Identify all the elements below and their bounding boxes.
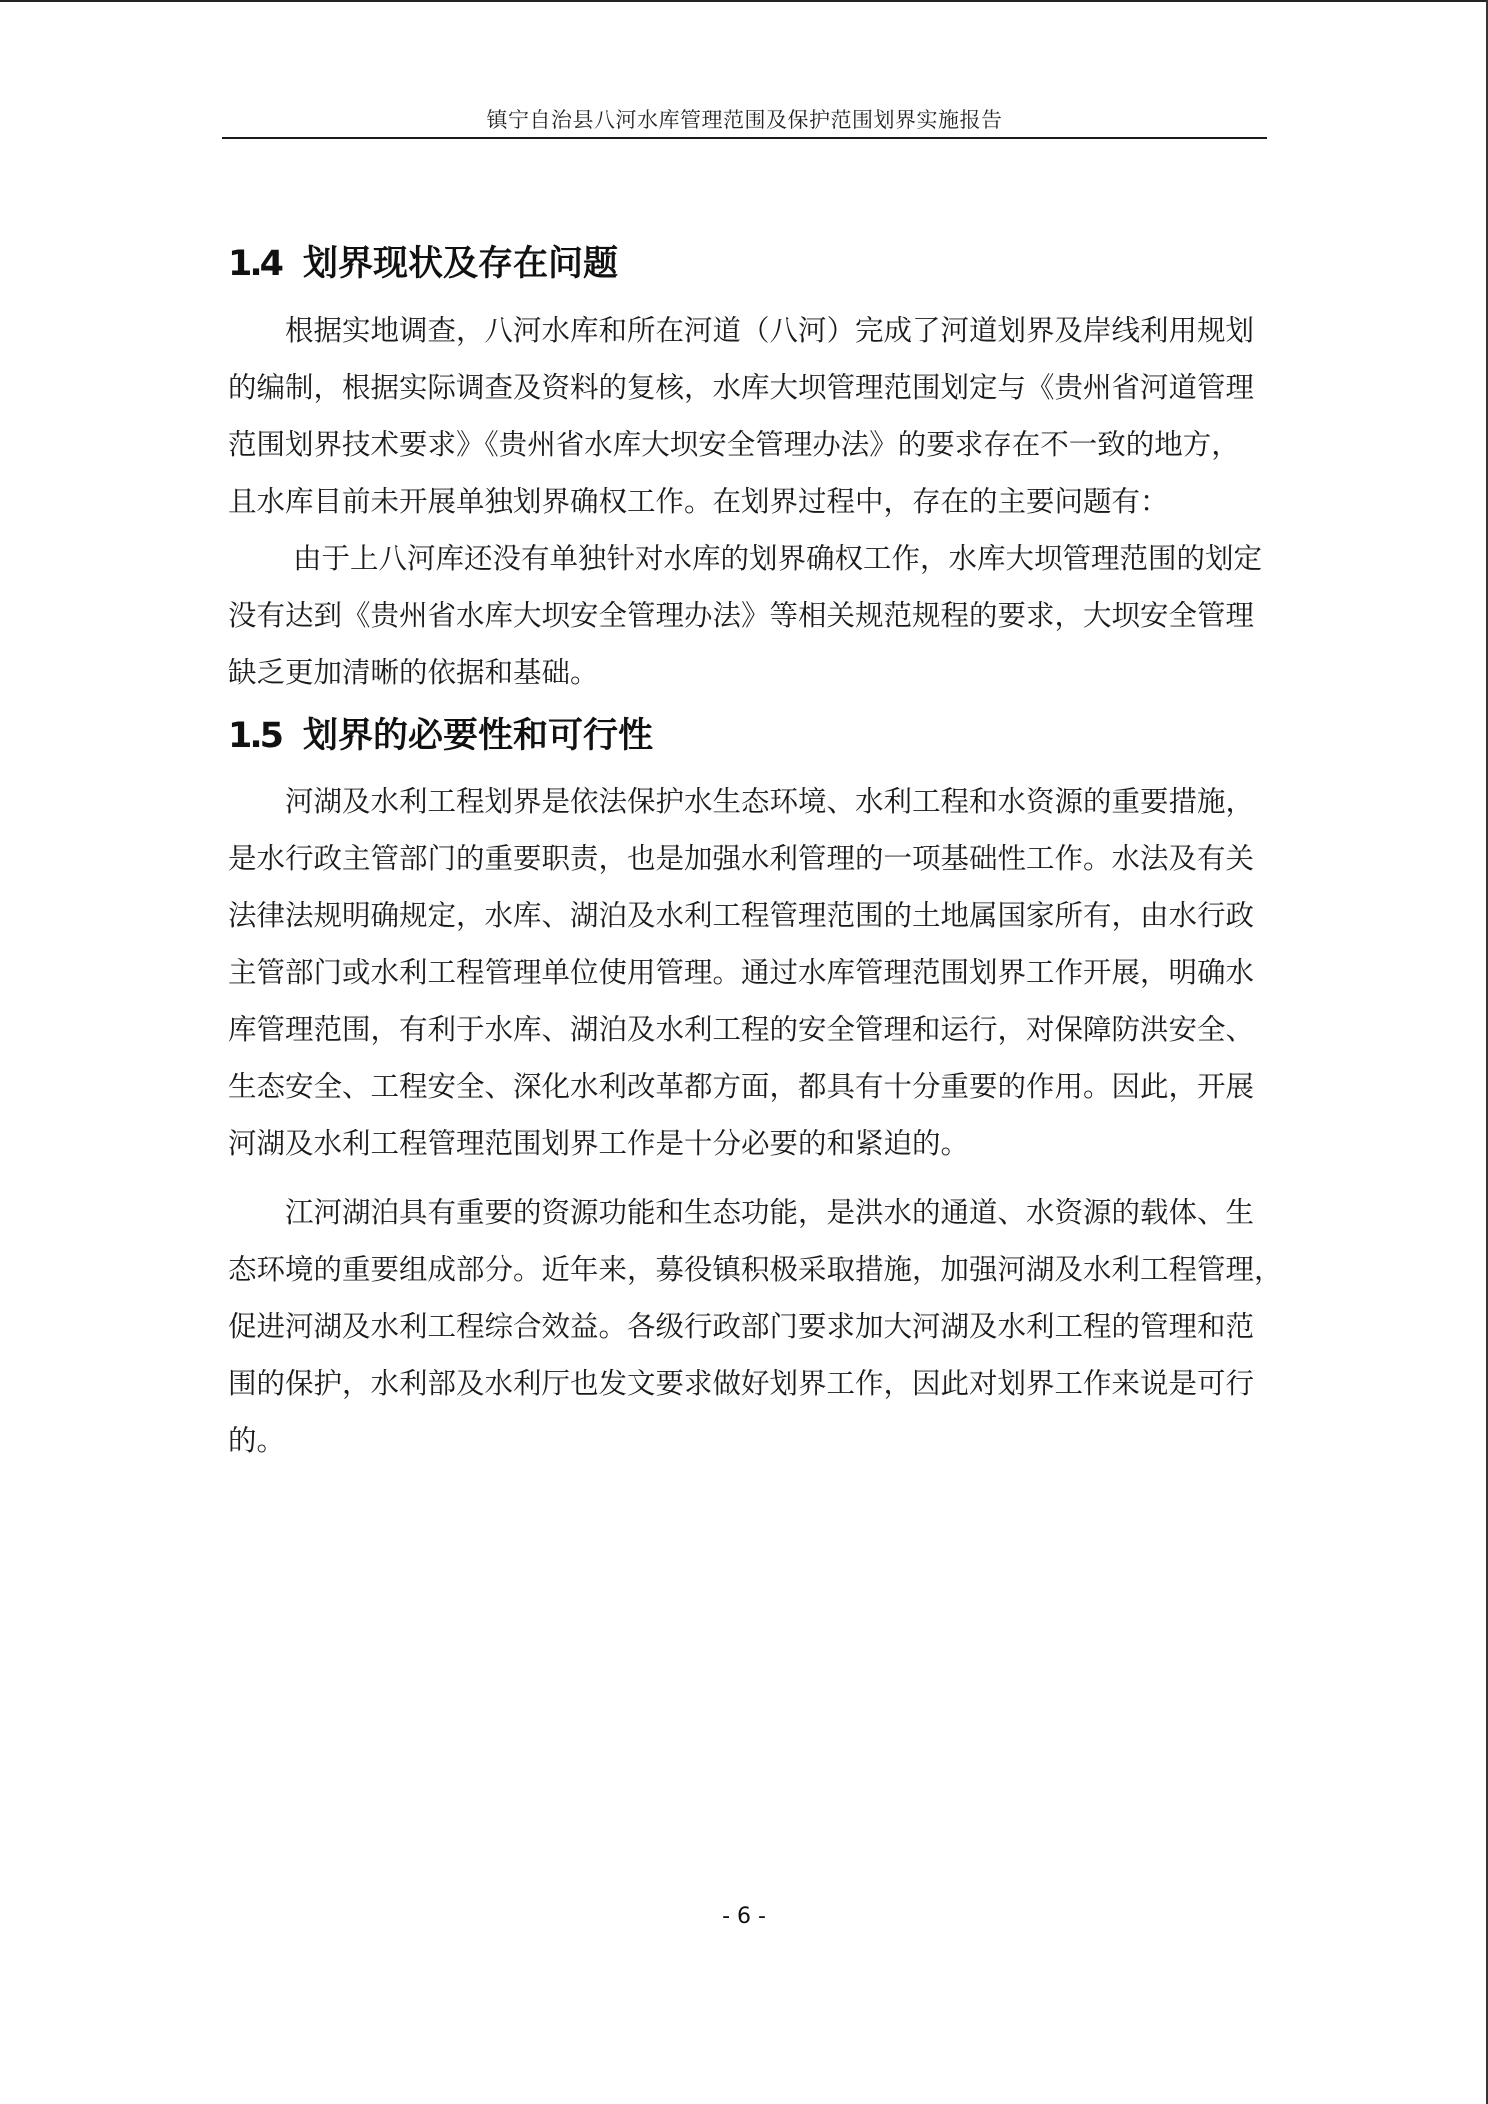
section-heading-1-4 — [228, 236, 618, 286]
paragraph — [228, 1184, 1308, 1469]
text-line: 由于上八河库还没有单独针对水库的划界确权工作，水库大坝管理范围的划定 — [293, 542, 1263, 575]
text-line: 的编制，根据实际调查及资料的复核，水库大坝管理范围划定与《贵州省河道管理 — [228, 371, 1255, 404]
text-line: 没有达到《贵州省水库大坝安全管理办法》等相关规范规程的要求，大坝安全管理 — [228, 599, 1255, 632]
text-line: 库管理范围，有利于水库、湖泊及水利工程的安全管理和运行，对保障防洪安全、 — [228, 1013, 1255, 1046]
page-number: - 6 - — [722, 1904, 766, 1929]
text-line: 江河湖泊具有重要的资源功能和生态功能，是洪水的通道、水资源的载体、生 — [285, 1196, 1255, 1229]
paragraph — [228, 773, 1308, 1172]
section-title: 划界的必要性和可行性 — [303, 716, 654, 756]
section-number: 1.4 — [228, 244, 282, 284]
text-line: 范围划界技术要求》《贵州省水库大坝安全管理办法》的要求存在不一致的地方， — [228, 428, 1240, 461]
text-line: 且水库目前未开展单独划界确权工作。在划界过程中，存在的主要问题有： — [228, 485, 1169, 518]
paragraph — [228, 530, 1308, 701]
header-rule — [222, 137, 1267, 139]
text-line: 生态安全、工程安全、深化水利改革都方面，都具有十分重要的作用。因此，开展 — [228, 1070, 1255, 1103]
text-line: 主管部门或水利工程管理单位使用管理。通过水库管理范围划界工作开展，明确水 — [228, 956, 1255, 989]
text-line: 缺乏更加清晰的依据和基础。 — [228, 656, 599, 689]
section-heading-1-5 — [228, 708, 653, 758]
text-line: 是水行政主管部门的重要职责，也是加强水利管理的一项基础性工作。水法及有关 — [228, 842, 1255, 875]
running-header: 镇宁自治县八河水库管理范围及保护范围划界实施报告 — [486, 108, 1003, 132]
section-title: 划界现状及存在问题 — [303, 244, 619, 284]
text-line: 促进河湖及水利工程综合效益。各级行政部门要求加大河湖及水利工程的管理和范 — [228, 1310, 1255, 1343]
text-line: 法律法规明确规定，水库、湖泊及水利工程管理范围的土地属国家所有，由水行政 — [228, 899, 1255, 932]
section-number: 1.5 — [228, 716, 282, 756]
text-line: 围的保护，水利部及水利厅也发文要求做好划界工作，因此对划界工作来说是可行 — [228, 1367, 1255, 1400]
text-line: 河湖及水利工程管理范围划界工作是十分必要的和紧迫的。 — [228, 1127, 970, 1160]
text-line: 根据实地调查，八河水库和所在河道（八河）完成了河道划界及岸线利用规划 — [285, 314, 1255, 347]
paragraph — [228, 302, 1308, 530]
text-line: 态环境的重要组成部分。近年来，募役镇积极采取措施，加强河湖及水利工程管理， — [228, 1253, 1283, 1286]
page-top-border — [0, 0, 1488, 2]
text-line: 的。 — [228, 1424, 286, 1457]
text-line: 河湖及水利工程划界是依法保护水生态环境、水利工程和水资源的重要措施， — [285, 785, 1255, 818]
